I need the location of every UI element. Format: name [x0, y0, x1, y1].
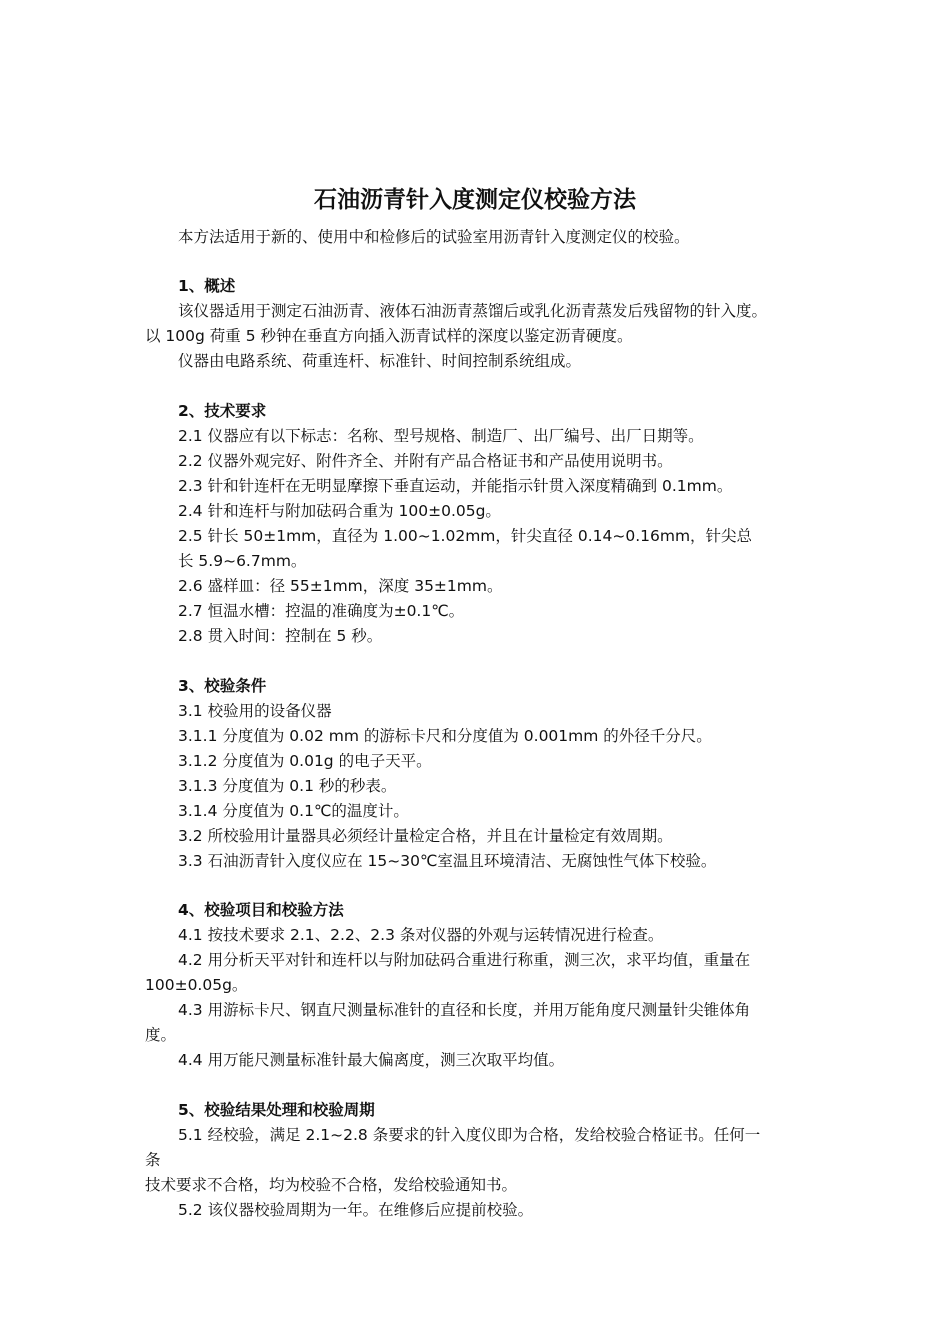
section-1-paragraph-2: 仪器由电路系统、荷重连杆、标准针、时间控制系统组成。 [178, 352, 582, 370]
section-1-paragraph-1-continued: 以 100g 荷重 5 秒钟在垂直方向插入沥青试样的深度以鉴定沥青硬度。 [145, 327, 633, 345]
item-3-1-3: 3.1.3 分度值为 0.1 秒的秒表。 [178, 777, 397, 795]
item-3-1-2: 3.1.2 分度值为 0.01g 的电子天平。 [178, 752, 432, 770]
section-3-heading: 3、校验条件 [178, 677, 267, 695]
item-2-5: 2.5 针长 50±1mm，直径为 1.00~1.02mm，针尖直径 0.14~0.16mm，针尖总 [178, 527, 753, 545]
item-3-1-4: 3.1.4 分度值为 0.1℃的温度计。 [178, 802, 409, 820]
document-title: 石油沥青针入度测定仪校验方法 [314, 187, 636, 213]
intro-paragraph: 本方法适用于新的、使用中和检修后的试验室用沥青针入度测定仪的校验。 [178, 228, 690, 246]
item-5-2: 5.2 该仪器校验周期为一年。在维修后应提前校验。 [178, 1201, 534, 1219]
section-4-heading: 4、校验项目和校验方法 [178, 901, 344, 919]
item-2-5-continued: 长 5.9~6.7mm。 [178, 552, 307, 570]
item-5-1-continued: 条 [145, 1151, 161, 1169]
item-2-2: 2.2 仪器外观完好、附件齐全、并附有产品合格证书和产品使用说明书。 [178, 452, 673, 470]
section-2-heading: 2、技术要求 [178, 402, 267, 420]
item-2-6: 2.6 盛样皿：径 55±1mm，深度 35±1mm。 [178, 577, 503, 595]
item-4-2: 4.2 用分析天平对针和连杆以与附加砝码合重进行称重，测三次，求平均值，重量在 [178, 951, 751, 969]
item-2-4: 2.4 针和连杆与附加砝码合重为 100±0.05g。 [178, 502, 501, 520]
item-5-1-continued-2: 技术要求不合格，均为校验不合格，发给校验通知书。 [145, 1176, 518, 1194]
item-4-1: 4.1 按技术要求 2.1、2.2、2.3 条对仪器的外观与运转情况进行检查。 [178, 926, 664, 944]
item-4-2-continued: 100±0.05g。 [145, 976, 248, 994]
section-1-heading: 1、概述 [178, 277, 236, 295]
item-2-7: 2.7 恒温水槽：控温的准确度为±0.1℃。 [178, 602, 465, 620]
item-2-1: 2.1 仪器应有以下标志：名称、型号规格、制造厂、出厂编号、出厂日期等。 [178, 427, 704, 445]
item-3-1-1: 3.1.1 分度值为 0.02 mm 的游标卡尺和分度值为 0.001mm 的外径千分尺。 [178, 727, 712, 745]
item-4-3-continued: 度。 [145, 1026, 177, 1044]
section-5-heading: 5、校验结果处理和校验周期 [178, 1101, 375, 1119]
item-3-2: 3.2 所校验用计量器具必须经计量检定合格，并且在计量检定有效周期。 [178, 827, 673, 845]
item-2-8: 2.8 贯入时间：控制在 5 秒。 [178, 627, 383, 645]
item-4-3: 4.3 用游标卡尺、钢直尺测量标准针的直径和长度，并用万能角度尺测量针尖锥体角 [178, 1001, 751, 1019]
item-2-3: 2.3 针和针连杆在无明显摩擦下垂直运动，并能指示针贯入深度精确到 0.1mm。 [178, 477, 733, 495]
item-3-1: 3.1 校验用的设备仪器 [178, 702, 332, 720]
section-1-paragraph-1: 该仪器适用于测定石油沥青、液体石油沥青蒸馏后或乳化沥青蒸发后残留物的针入度。 [178, 302, 768, 320]
item-3-3: 3.3 石油沥青针入度仪应在 15~30℃室温且环境清洁、无腐蚀性气体下校验。 [178, 852, 717, 870]
item-4-4: 4.4 用万能尺测量标准针最大偏离度，测三次取平均值。 [178, 1051, 565, 1069]
item-5-1: 5.1 经校验，满足 2.1~2.8 条要求的针入度仪即为合格，发给校验合格证书。任何一 [178, 1126, 761, 1144]
